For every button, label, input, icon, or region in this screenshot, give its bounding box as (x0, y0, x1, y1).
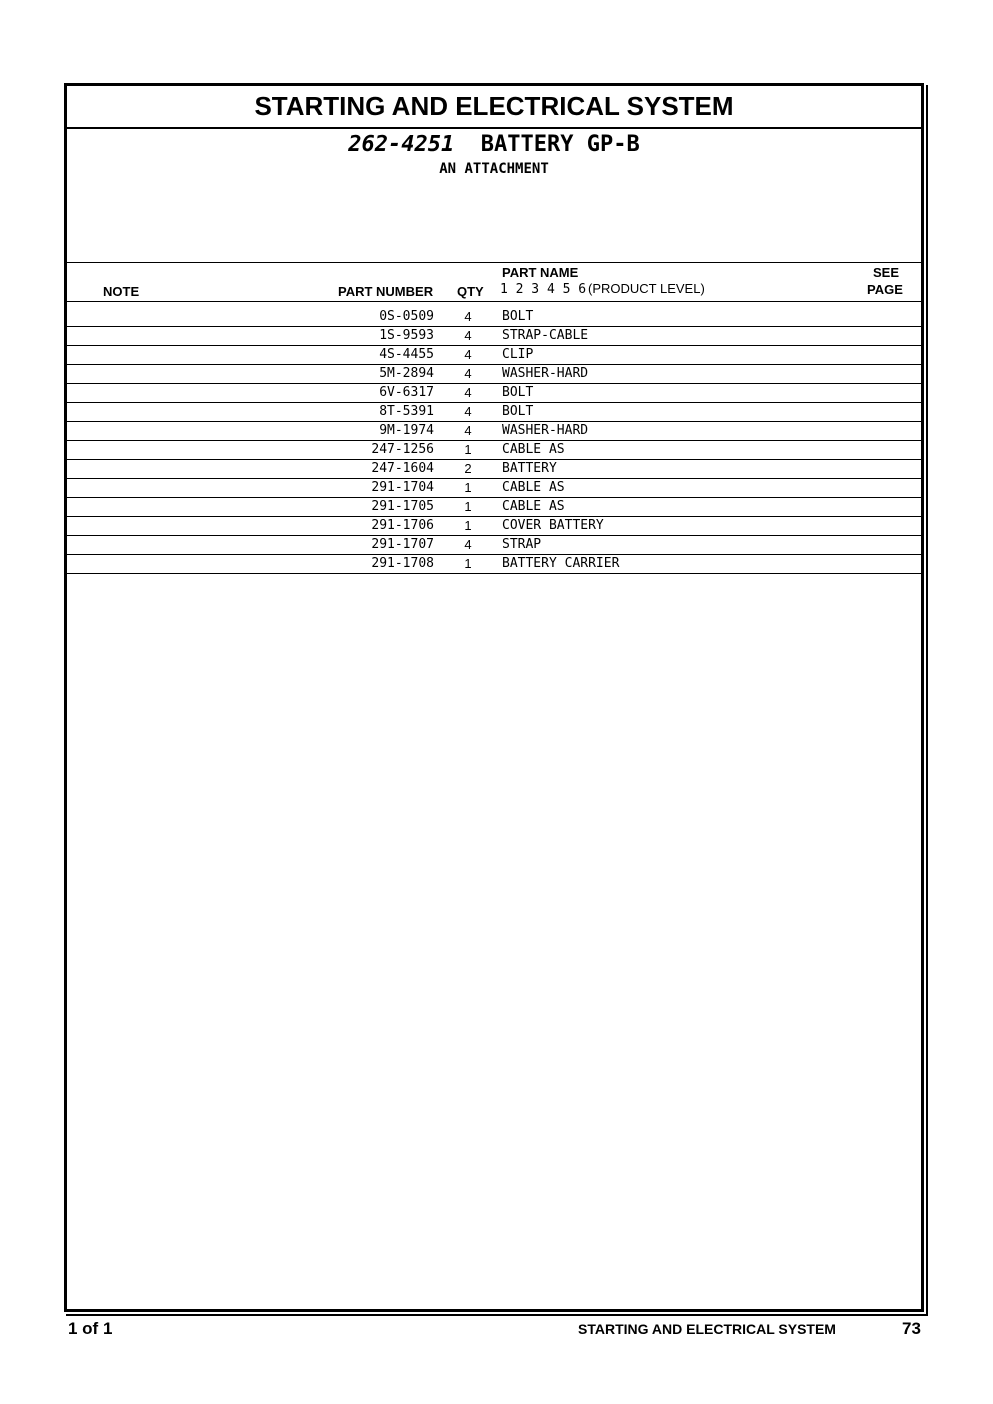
column-header-part-name: PART NAME (502, 265, 579, 280)
table-row (67, 346, 921, 365)
qty-cell: 1 (464, 556, 472, 571)
part-number-cell: 9M-1974 (379, 423, 434, 438)
group-number: 262-4251 (348, 132, 455, 157)
qty-cell: 4 (464, 423, 472, 438)
part-number-cell: 291-1707 (371, 537, 434, 552)
parts-list (67, 308, 921, 574)
part-name-cell: COVER BATTERY (502, 518, 604, 533)
table-row (67, 384, 921, 403)
group-name: BATTERY GP-B (480, 132, 640, 157)
table-row (67, 555, 921, 574)
column-header-qty: QTY (457, 284, 484, 299)
qty-cell: 4 (464, 537, 472, 552)
footer-sheet: 1 of 1 (68, 1319, 113, 1338)
part-number-cell: 291-1708 (371, 556, 434, 571)
table-row (67, 479, 921, 498)
part-name-cell: STRAP-CABLE (502, 328, 589, 343)
part-name-cell: WASHER-HARD (502, 423, 589, 438)
qty-cell: 2 (464, 461, 472, 476)
section-title: STARTING AND ELECTRICAL SYSTEM (67, 86, 921, 129)
part-number-cell: 291-1705 (371, 499, 434, 514)
table-row (67, 308, 921, 327)
qty-cell: 4 (464, 347, 472, 362)
table-row (67, 327, 921, 346)
part-number-cell: 291-1706 (371, 518, 434, 533)
part-number-cell: 291-1704 (371, 480, 434, 495)
column-header-note: NOTE (103, 284, 140, 299)
table-row (67, 441, 921, 460)
header-rule-bottom (67, 301, 921, 302)
footer-section: STARTING AND ELECTRICAL SYSTEM (578, 1321, 836, 1337)
part-name-cell: BATTERY CARRIER (502, 556, 620, 571)
qty-cell: 4 (464, 404, 472, 419)
group-subtitle: AN ATTACHMENT (439, 161, 549, 177)
part-name-cell: CABLE AS (502, 442, 565, 457)
table-row (67, 422, 921, 441)
part-name-cell: CLIP (502, 347, 534, 362)
part-number-cell: 4S-4455 (379, 347, 434, 362)
table-row (67, 498, 921, 517)
part-name-cell: BATTERY (502, 461, 557, 476)
table-row (67, 460, 921, 479)
column-header-page: PAGE (867, 282, 903, 297)
qty-cell: 1 (464, 499, 472, 514)
qty-cell: 1 (464, 480, 472, 495)
part-name-cell: STRAP (502, 537, 542, 552)
part-name-cell: CABLE AS (502, 499, 565, 514)
table-row (67, 365, 921, 384)
footer-page-number: 73 (902, 1319, 921, 1338)
group-title (67, 132, 921, 158)
product-level-numbers: 1 2 3 4 5 6 (500, 282, 587, 297)
qty-cell: 4 (464, 309, 472, 324)
part-name-cell: CABLE AS (502, 480, 565, 495)
part-name-cell: WASHER-HARD (502, 366, 589, 381)
part-number-cell: 5M-2894 (379, 366, 434, 381)
parts-page-frame (64, 83, 924, 1312)
qty-cell: 1 (464, 442, 472, 457)
part-name-cell: BOLT (502, 309, 534, 324)
qty-cell: 1 (464, 518, 472, 533)
part-number-cell: 1S-9593 (379, 328, 434, 343)
table-row (67, 536, 921, 555)
part-name-cell: BOLT (502, 404, 534, 419)
qty-cell: 4 (464, 366, 472, 381)
header-rule-top (67, 262, 921, 263)
qty-cell: 4 (464, 385, 472, 400)
part-name-cell: BOLT (502, 385, 534, 400)
table-row (67, 517, 921, 536)
column-header-part-number: PART NUMBER (338, 284, 434, 299)
part-number-cell: 247-1604 (371, 461, 434, 476)
product-level-label: (PRODUCT LEVEL) (588, 281, 705, 296)
qty-cell: 4 (464, 328, 472, 343)
part-number-cell: 0S-0509 (379, 309, 434, 324)
part-number-cell: 247-1256 (371, 442, 434, 457)
part-number-cell: 6V-6317 (379, 385, 434, 400)
part-number-cell: 8T-5391 (379, 404, 434, 419)
column-header-see: SEE (873, 265, 900, 280)
table-row (67, 403, 921, 422)
